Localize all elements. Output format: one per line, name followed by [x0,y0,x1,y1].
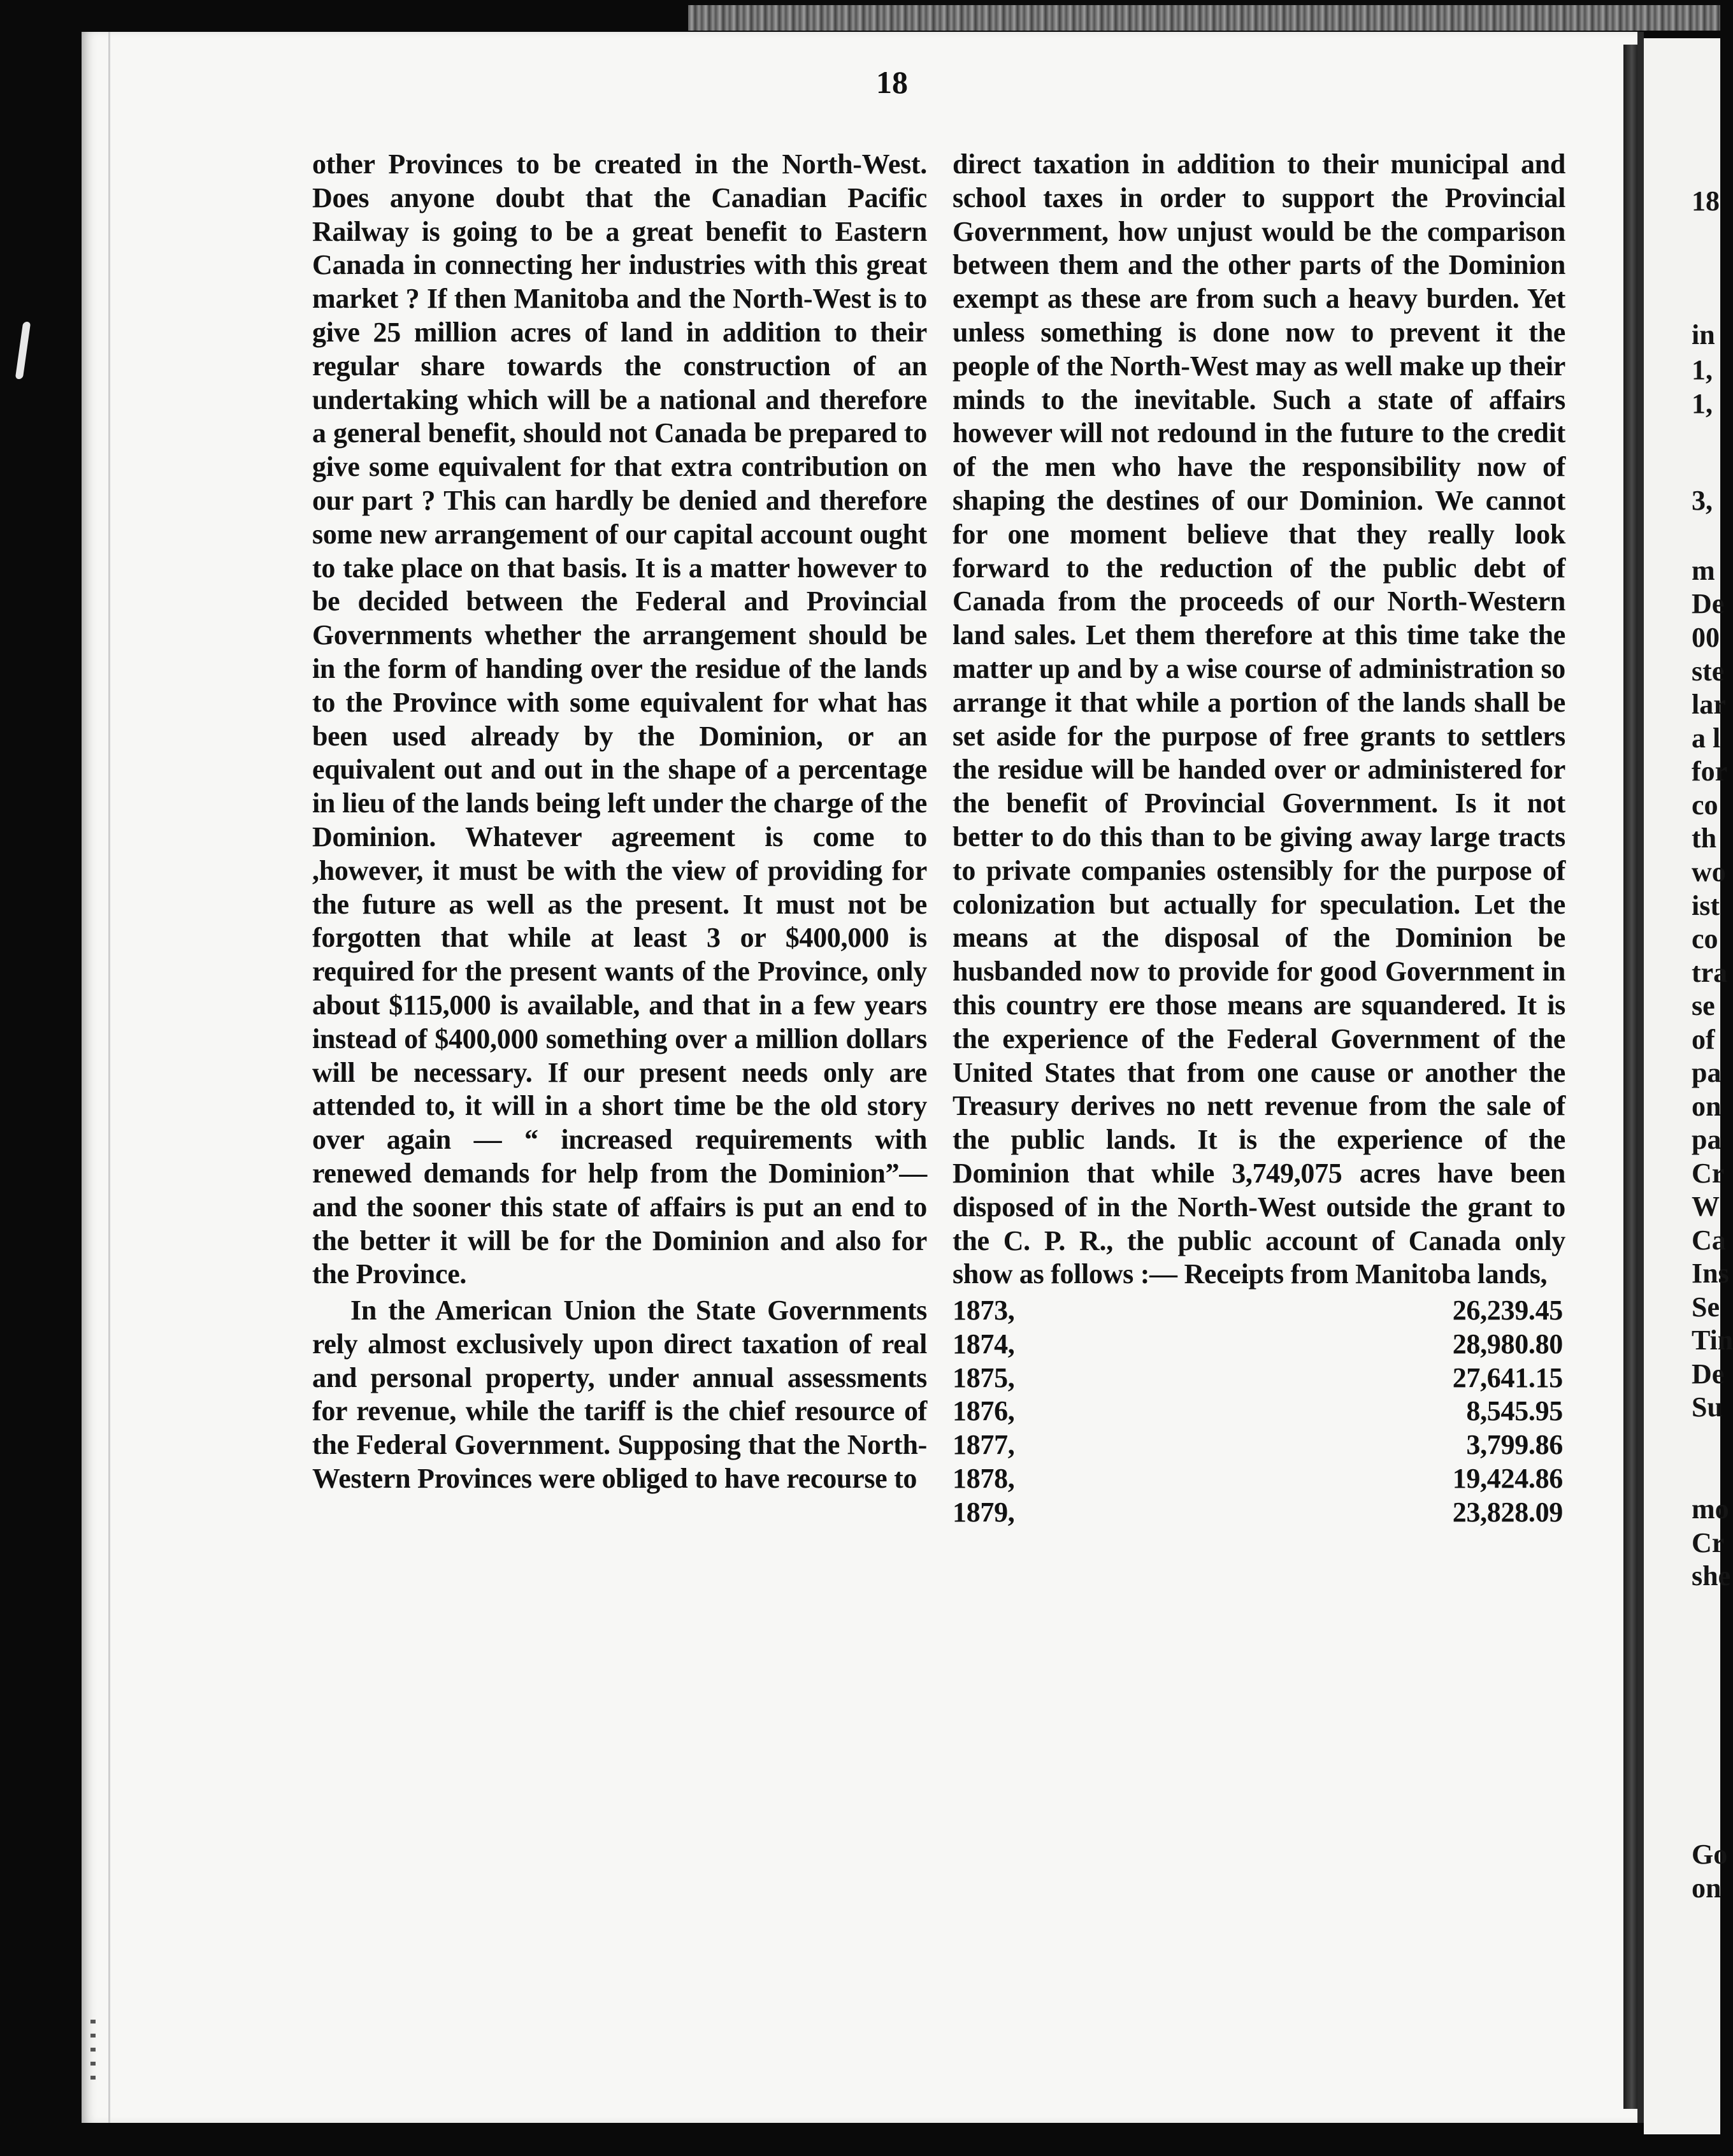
receipt-row [953,1395,1565,1428]
adjacent-page-text-fragment: 3, [1692,485,1713,516]
adjacent-page-text-fragment: se [1692,990,1715,1021]
adjacent-page-text-fragment: th [1692,823,1717,854]
page-number: 18 [876,64,908,100]
receipt-year: 1876, [953,1395,1015,1427]
receipt-row [953,1496,1565,1530]
receipt-amount: 28,980.80 [1452,1328,1563,1360]
adjacent-page-text-fragment: in [1692,319,1715,350]
right-column [953,148,1565,1530]
adjacent-page-text-fragment: 1, [1692,388,1713,419]
receipt-year: 1874, [953,1328,1015,1360]
receipt-amount: 3,799.86 [1466,1429,1563,1461]
receipt-amount: 8,545.95 [1466,1395,1563,1427]
adjacent-page-text-fragment: 1, [1692,354,1713,385]
adjacent-page-text-fragment: Cr [1692,1527,1725,1558]
receipt-year: 1873, [953,1295,1015,1326]
adjacent-page-text-fragment: De [1692,588,1725,619]
receipt-row [953,1294,1565,1328]
adjacent-page-text-fragment: pa [1692,1057,1722,1088]
adjacent-page-text-fragment: mo [1692,1493,1729,1525]
adjacent-page-text-fragment: 00 [1692,622,1720,653]
adjacent-page-text-fragment: Ca [1692,1225,1726,1256]
receipt-row [953,1362,1565,1395]
adjacent-page-text-fragment: Se [1692,1291,1720,1323]
adjacent-page-text-fragment: co [1692,923,1718,954]
receipt-year: 1875, [953,1362,1015,1393]
adjacent-page-text-fragment: pa [1692,1124,1722,1155]
adjacent-page-text-fragment: 18 [1692,185,1720,217]
adjacent-page-text-fragment: on [1692,1091,1722,1122]
adjacent-page-text-fragment: a l [1692,722,1721,754]
receipt-year: 1877, [953,1429,1015,1461]
adjacent-page-text-fragment: lar [1692,689,1726,720]
left-column [312,148,927,1496]
adjacent-page-text-fragment: she [1692,1560,1731,1592]
adjacent-page-text-fragment: co [1692,789,1718,821]
receipt-amount: 27,641.15 [1452,1362,1563,1393]
adjacent-page-text-fragment: ist [1692,890,1720,921]
adjacent-page-text-fragment: for [1692,756,1728,787]
paragraph: direct taxation in addition to their municipal and school taxes in order to support the Provincial Government, how unjust would be the comparison between them and the other parts of the Dominion exempt as these are from such a heavy burden. Yet unless something is done now to prevent it the people of the North-West may as well make up their minds to the inevitable. Such a state of affairs however will not redound in the future to the credit of the men who have the responsibility now of shaping the destines of our Dominion. We cannot for one moment believe that they really look forward to the reduction of the public debt of Canada from the proceeds of our North-Western land sales. Let them therefore at this time take the matter up and by a wise course of administration so arrange it that while a portion of the lands shall be set aside for the purpose of free grants to settlers the residue will be handed over or administered for the benefit of Provincial Government. Is it not better to do this than to be giving away large tracts to private companies ostensibly for the purpose of colonization but actually for speculation. Let the means at the disposal of the Dominion be husbanded now to provide for good Government in this country ere those means are squandered. It is the experience of the Federal Government of the United States that from one cause or another the Treasury derives no nett revenue from the sale of the public lands. It is the experience of the Dominion that while 3,749,075 acres have been disposed of in the North-West outside the grant to the C. P. R., the public account of Canada only show as follows :— Receipts from Manitoba lands, [953,148,1565,1290]
adjacent-page-text-fragment: ste [1692,656,1725,687]
adjacent-page-text-fragment: Su [1692,1391,1723,1423]
adjacent-page-text-fragment: on [1692,1872,1722,1904]
adjacent-page-text-fragment: Tin [1692,1325,1733,1356]
adjacent-page-text-fragment: Go [1692,1839,1728,1870]
film-scratch [15,322,31,379]
paragraph: In the American Union the State Governments rely almost exclusively upon direct taxation of real and personal property, under annual assessments for revenue, while the tariff is the chief resource of the Federal Government. Supposing that the North-Western Provinces were obliged to have recourse to [312,1295,927,1495]
adjacent-page-text-fragment: tra [1692,957,1728,988]
receipt-amount: 19,424.86 [1452,1463,1563,1495]
page-gutter [1623,45,1637,2109]
adjacent-page-text-fragment: Cr [1692,1158,1725,1189]
microfilm-edge [688,5,1720,31]
receipt-amount: 23,828.09 [1452,1496,1563,1528]
receipt-year: 1878, [953,1463,1015,1495]
receipt-row [953,1428,1565,1462]
adjacent-page-text-fragment: m [1692,555,1715,586]
adjacent-page-text-fragment: De [1692,1358,1725,1390]
adjacent-page-text-fragment: W [1692,1191,1720,1222]
receipt-row [953,1462,1565,1496]
receipt-year: 1879, [953,1496,1015,1528]
adjacent-page-text-fragment: of [1692,1024,1715,1055]
paragraph: other Provinces to be created in the North-West. Does anyone doubt that the Canadian Pacific Railway is going to be a great benefit to Eastern Canada in connecting her industries with this great market ? If then Manitoba and the North-West is to give 25 million acres of land in addition to their regular share towards the construction of an undertaking which will be a national and therefore a general benefit, should not Canada be prepared to give some equivalent for that extra contribution on our part ? This can hardly be denied and therefore some new arrangement of our capital account ought to take place on that basis. It is a matter however to be decided between the Federal and Provincial Governments whether the arrangement should be in the form of handing over the residue of the lands to the Province with some equivalent for what has been used already by the Dominion, or an equivalent out and out in the shape of a percentage in lieu of the lands being left under the charge of the Dominion. Whatever agreement is come to ,however, it must be with the view of providing for the future as well as the present. It must not be forgotten that while at least 3 or $400,000 is required for the present wants of the Province, only about $115,000 is available, and that in a few years instead of $400,000 something over a million dollars will be necessary. If our present needs only are attended to, it will in a short time be the old story over again — “ increased requirements with renewed demands for help from the Dominion”—and the sooner this state of affairs is put an end to the better it will be for the Dominion and also for the Province. [312,148,927,1290]
adjacent-page-text-fragment: wo [1692,856,1726,888]
receipts-table [953,1294,1565,1530]
adjacent-page-text-fragment: Ins [1692,1258,1729,1289]
receipt-amount: 26,239.45 [1452,1295,1563,1326]
receipt-row [953,1328,1565,1362]
